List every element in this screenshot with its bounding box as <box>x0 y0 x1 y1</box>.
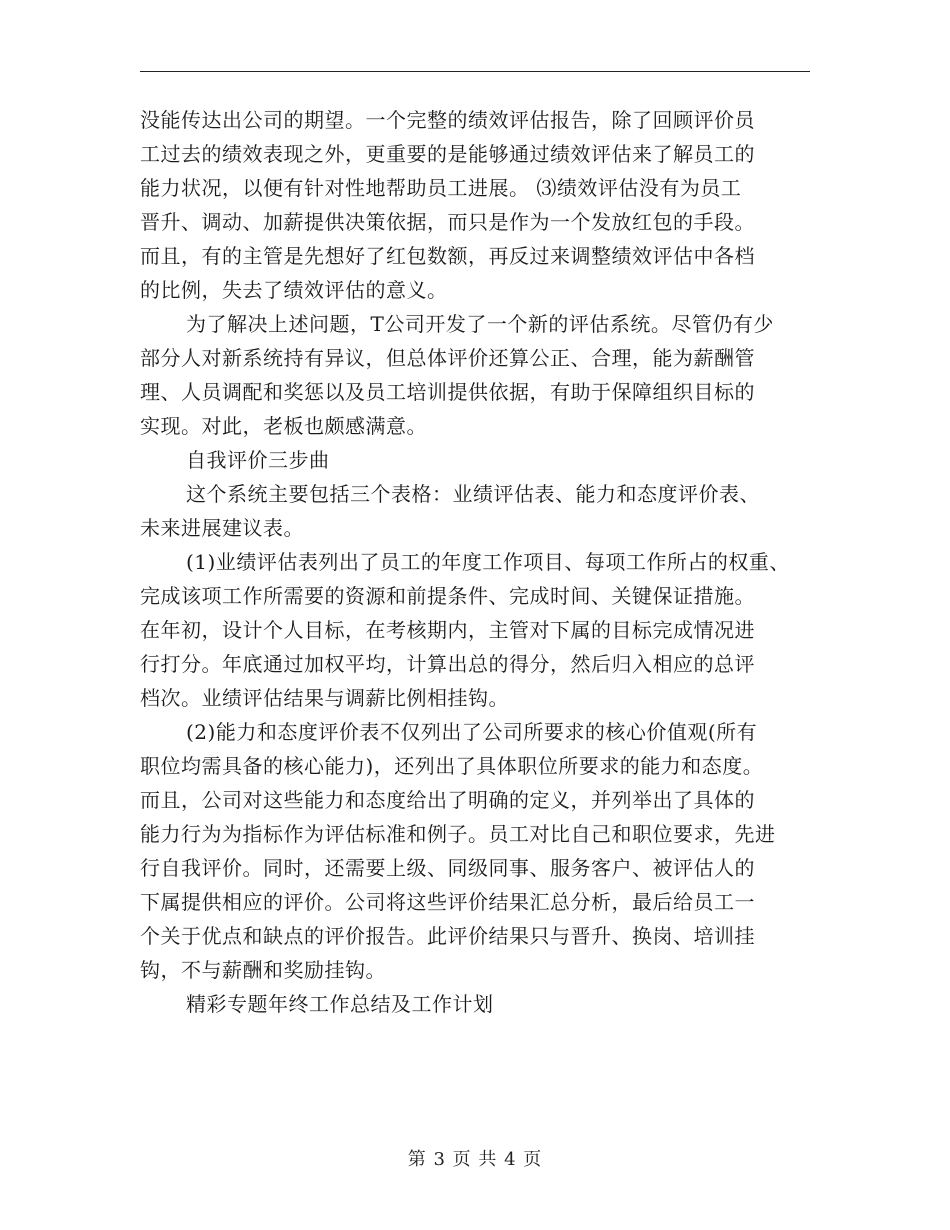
text-line: 未来进展建议表。 <box>140 516 304 540</box>
text-line: 这个系统主要包括三个表格：业绩评估表、能力和态度评价表、 <box>186 482 760 506</box>
text-line: (2)能力和态度评价表不仅列出了公司所要求的核心价值观(所有 <box>186 720 758 744</box>
text-line: 的比例，失去了绩效评估的意义。 <box>140 278 448 302</box>
text-line: 职位均需具备的核心能力)，还列出了具体职位所要求的能力和态度。 <box>140 754 764 778</box>
text-line: 能力状况，以便有针对性地帮助员工进展。 ⑶绩效评估没有为员工 <box>140 176 742 200</box>
text-line: 部分人对新系统持有异议，但总体评价还算公正、合理，能为薪酬管 <box>140 346 755 370</box>
text-line: 行自我评价。同时，还需要上级、同级同事、服务客户、被评估人的 <box>140 856 755 880</box>
text-line: 钩，不与薪酬和奖励挂钩。 <box>140 958 386 982</box>
text-line: 实现。对此，老板也颇感满意。 <box>140 414 427 438</box>
text-line: 为了解决上述问题，T公司开发了一个新的评估系统。尽管仍有少 <box>186 312 774 336</box>
text-line: 个关于优点和缺点的评价报告。此评价结果只与晋升、换岗、培训挂 <box>140 924 755 948</box>
text-line: 没能传达出公司的期望。一个完整的绩效评估报告，除了回顾评价员 <box>140 108 755 132</box>
text-line: 理、人员调配和奖惩以及员工培训提供依据，有助于保障组织目标的 <box>140 380 755 404</box>
text-line: 档次。业绩评估结果与调薪比例相挂钩。 <box>140 686 509 710</box>
text-line: 工过去的绩效表现之外，更重要的是能够通过绩效评估来了解员工的 <box>140 142 755 166</box>
text-line: 晋升、调动、加薪提供决策依据，而只是作为一个发放红包的手段。 <box>140 210 755 234</box>
text-line: 自我评价三步曲 <box>186 448 330 472</box>
text-line: 能力行为为指标作为评估标准和例子。员工对比自己和职位要求，先进 <box>140 822 776 846</box>
text-line: 精彩专题年终工作总结及工作计划 <box>186 992 494 1016</box>
text-line: 完成该项工作所需要的资源和前提条件、完成时间、关键保证措施。 <box>140 584 755 608</box>
text-line: (1)业绩评估表列出了员工的年度工作项目、每项工作所占的权重、 <box>186 550 790 574</box>
document-body <box>140 103 810 1021</box>
page-number: 第 3 页 共 4 页 <box>407 1149 543 1170</box>
text-line: 在年初，设计个人目标，在考核期内，主管对下属的目标完成情况进 <box>140 618 755 642</box>
text-line: 下属提供相应的评价。公司将这些评价结果汇总分析，最后给员工一 <box>140 890 755 914</box>
text-line: 而且，有的主管是先想好了红包数额，再反过来调整绩效评估中各档 <box>140 244 755 268</box>
text-line: 行打分。年底通过加权平均，计算出总的得分，然后归入相应的总评 <box>140 652 755 676</box>
header-rule <box>140 71 810 72</box>
text-line: 而且，公司对这些能力和态度给出了明确的定义，并列举出了具体的 <box>140 788 755 812</box>
